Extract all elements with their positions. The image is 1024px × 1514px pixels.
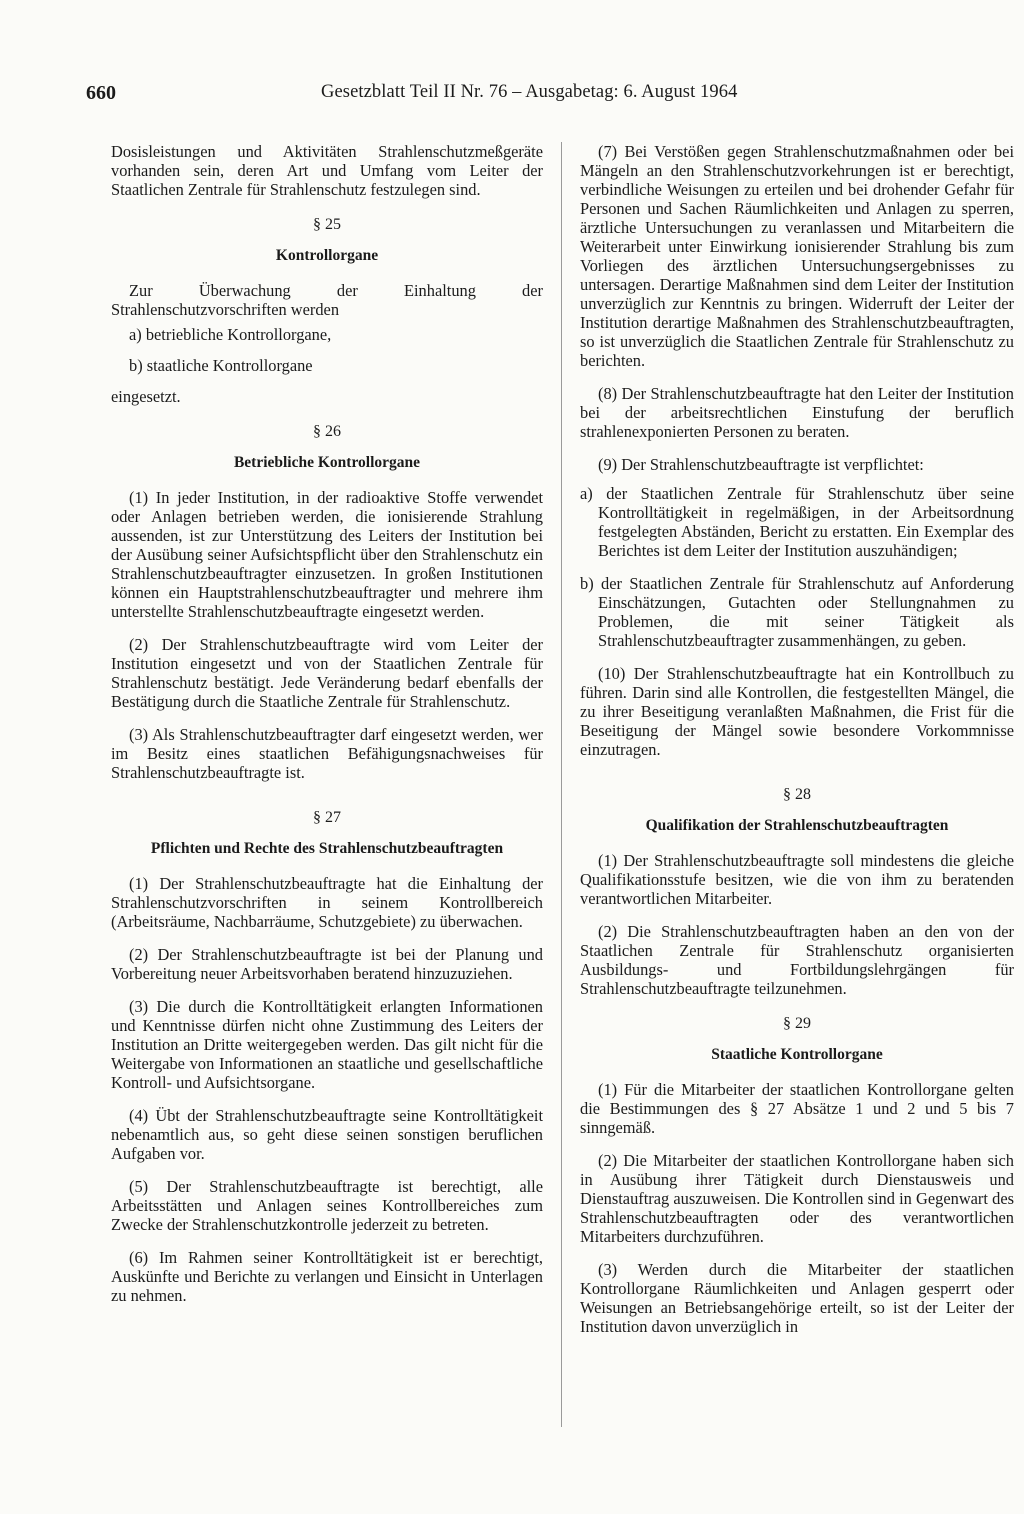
- page-header: [86, 82, 810, 108]
- right-column: [580, 142, 1014, 1350]
- section-29-para-1: (1) Für die Mitarbeiter der staatlichen Kontrollorgane gelten die Bestimmungen des § 27 Absätze 1 und 2 und 5 bis 7 sinngemäß.: [580, 1080, 1014, 1137]
- section-27-para-5: (5) Der Strahlenschutzbeauftragte ist berechtigt, alle Arbeitsstätten und Anlagen seines Kontrollbereiches zum Zwecke der Strahlenschutzkontrolle jederzeit zu betreten.: [111, 1177, 543, 1234]
- section-25-lead: Zur Überwachung der Einhaltung der Strahlenschutzvorschriften werden: [111, 281, 543, 319]
- section-29-number: § 29: [783, 1015, 811, 1032]
- section-29-para-2: (2) Die Mitarbeiter der staatlichen Kontrollorgane haben sich in Ausübung ihrer Tätigkeit durch Dienstausweis und Dienstauftrag auszuweisen. Die Kontrollen sind in Gegenwart des Strahlenschutzbeauftragten oder des verantwortlichen Mitarbeiters durchzuführen.: [580, 1151, 1014, 1246]
- page-number: 660: [86, 82, 116, 104]
- section-27-para-7: (7) Bei Verstößen gegen Strahlenschutzmaßnahmen oder bei Mängeln an den Strahlenschutzvorkehrungen ist er berechtigt, verbindliche Weisungen zu erteilen und bei drohender Gefahr für Personen und Sachen Räumlichkeiten und Anlagen zu sperren, ärztliche Untersuchungen zu veranlassen und Mitarbeitern die Weiterarbeit unter Einwirkung ionisierender Strahlung bis zum Vorliegen des ärztlichen Untersuchungsergebnisses zu untersagen. Derartige Maßnahmen sind dem Leiter der Institution unverzüglich zur Kenntnis zu bringen. Widerruft der Leiter der Institution derartige Maßnahmen des Strahlenschutzbeauftragten, so ist unverzüglich die Staatlichen Zentrale für Strahlenschutz zu berichten.: [580, 142, 1014, 370]
- section-27-para-10: (10) Der Strahlenschutzbeauftragte hat ein Kontrollbuch zu führen. Darin sind alle Kontrollen, die festgestellten Mängel, die zu ihrer Beseitigung veranlaßten Maßnahmen, die Frist für die Beseitigung der Mängel sowie besondere Vorkommnisse einzutragen.: [580, 664, 1014, 759]
- section-28-para-1: (1) Der Strahlenschutzbeauftragte soll mindestens die gleiche Qualifikationsstufe besitzen, wie die von ihm zu beratenden verantwortlichen Mitarbeiter.: [580, 851, 1014, 908]
- intro-paragraph: Dosisleistungen und Aktivitäten Strahlenschutzmeßgeräte vorhanden sein, deren Art und Umfang vom Leiter der Staatlichen Zentrale für Strahlenschutz festzulegen sind.: [111, 142, 543, 199]
- section-28-title: Qualifikation der Strahlenschutzbeauftragten: [645, 817, 949, 834]
- section-25-item-a: a) betriebliche Kontrollorgane,: [129, 325, 332, 344]
- section-28-para-2: (2) Die Strahlenschutzbeauftragten haben an den von der Staatlichen Zentrale für Strahlenschutz organisierten Ausbildungs- und Fortbildungslehrgängen für Strahlenschutzbeauftragte teilzunehmen.: [580, 922, 1014, 998]
- section-26-para-3: (3) Als Strahlenschutzbeauftragter darf eingesetzt werden, wer im Besitz eines staatlichen Befähigungsnachweises für Strahlenschutzbeauftragte ist.: [111, 725, 543, 782]
- section-26-number: § 26: [313, 423, 341, 440]
- section-26-para-2: (2) Der Strahlenschutzbeauftragte wird vom Leiter der Institution eingesetzt und von der Staatlichen Zentrale für Strahlenschutz bestätigt. Jede Veränderung bedarf ebenfalls der Bestätigung durch die Staatliche Zentrale für Strahlenschutz.: [111, 635, 543, 711]
- section-27-para-9a: a) der Staatlichen Zentrale für Strahlenschutz über seine Kontrolltätigkeit in regelmäßigen, in der Arbeitsordnung festgelegten Abständen, Bericht zu erstatten. Ein Exemplar des Berichtes ist dem Leiter der Institution auszuhändigen;: [580, 484, 1014, 560]
- gazette-title: Gesetzblatt Teil II Nr. 76 – Ausgabetag: 6. August 1964: [321, 82, 738, 102]
- left-column: [111, 142, 543, 1319]
- section-27-para-3: (3) Die durch die Kontrolltätigkeit erlangten Informationen und Kenntnisse dürfen nicht ohne Zustimmung des Leiters der Institution an Dritte weitergegeben werden. Das gilt nicht für die Weitergabe von Informationen an staatliche und gesellschaftliche Kontroll- und Aufsichtsorgane.: [111, 997, 543, 1092]
- section-27-title: Pflichten und Rechte des Strahlenschutzbeauftragten: [150, 840, 504, 857]
- section-27-para-9: (9) Der Strahlenschutzbeauftragte ist verpflichtet:: [598, 455, 924, 474]
- section-27-para-2: (2) Der Strahlenschutzbeauftragte ist bei der Planung und Vorbereitung neuer Arbeitsvorhaben beratend hinzuzuziehen.: [111, 945, 543, 983]
- section-27-para-4: (4) Übt der Strahlenschutzbeauftragte seine Kontrolltätigkeit nebenamtlich aus, so geht diese seinen sonstigen beruflichen Aufgaben vor.: [111, 1106, 543, 1163]
- section-25-end: eingesetzt.: [111, 387, 181, 406]
- section-27-para-9b: b) der Staatlichen Zentrale für Strahlenschutz auf Anforderung Einschätzungen, Gutachten oder Stellungnahmen zu Problemen, die mit seiner Tätigkeit als Strahlenschutzbeauftragter zusammenhängen, zu geben.: [580, 574, 1014, 650]
- section-27-para-6: (6) Im Rahmen seiner Kontrolltätigkeit ist er berechtigt, Auskünfte und Berichte zu verlangen und Einsicht in Unterlagen zu nehmen.: [111, 1248, 543, 1305]
- section-29-title: Staatliche Kontrollorgane: [711, 1046, 883, 1063]
- section-26-para-1: (1) In jeder Institution, in der radioaktive Stoffe verwendet oder Anlagen betrieben werden, die ionisierende Strahlung aussenden, ist zur Unterstützung des Leiters der Institution bei der Ausübung seiner Aufsichtspflicht über den Strahlenschutz ein Strahlenschutzbeauftragter einzusetzen. In großen Institutionen können ein Hauptstrahlenschutzbeauftragter und mehrere ihm unterstellte Strahlenschutzbeauftragte eingesetzt werden.: [111, 488, 543, 621]
- section-28-number: § 28: [783, 786, 811, 803]
- section-25-item-b: b) staatliche Kontrollorgane: [129, 356, 313, 375]
- column-divider: [561, 142, 562, 1427]
- section-25-number: § 25: [313, 216, 341, 233]
- section-27-para-1: (1) Der Strahlenschutzbeauftragte hat die Einhaltung der Strahlenschutzvorschriften in seinem Kontrollbereich (Arbeitsräume, Nachbarräume, Schutzgebiete) zu überwachen.: [111, 874, 543, 931]
- section-25-title: Kontrollorgane: [275, 247, 379, 264]
- section-27-para-8: (8) Der Strahlenschutzbeauftragte hat den Leiter der Institution bei der arbeitsrechtlichen Einstufung der beruflich strahlenexponierten Personen zu beraten.: [580, 384, 1014, 441]
- section-29-para-3: (3) Werden durch die Mitarbeiter der staatlichen Kontrollorgane Räumlichkeiten und Anlagen gesperrt oder Weisungen an Betriebsangehörige erteilt, so ist der Leiter der Institution davon unverzüglich in: [580, 1260, 1014, 1336]
- section-26-title: Betriebliche Kontrollorgane: [233, 454, 421, 471]
- section-27-number: § 27: [313, 809, 341, 826]
